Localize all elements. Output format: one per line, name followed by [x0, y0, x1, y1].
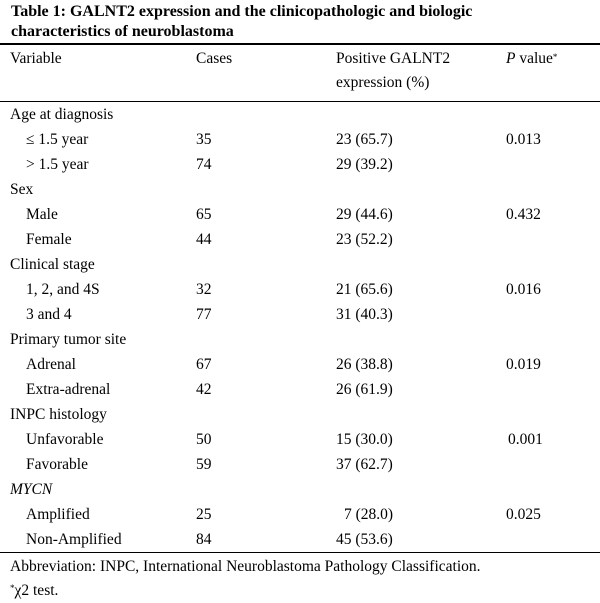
table-row — [0, 452, 600, 477]
table-row — [0, 302, 600, 327]
group-row — [0, 252, 600, 277]
row-label: Non-Amplified — [26, 531, 122, 548]
table-row — [0, 427, 600, 452]
row-p-value: 0.019 — [506, 356, 541, 373]
row-positive: 37 (62.7) — [336, 456, 393, 473]
caption-line-1: Table 1: GALNT2 expression and the clinicopathologic and biologic — [11, 3, 473, 20]
group-label: MYCN — [10, 481, 53, 498]
row-positive: 15 (30.0) — [336, 431, 393, 448]
row-positive: 26 (61.9) — [336, 381, 393, 398]
group-row — [0, 402, 600, 427]
row-cases: 84 — [196, 531, 212, 548]
row-cases: 74 — [196, 156, 212, 173]
group-row — [0, 177, 600, 202]
row-p-value: 0.025 — [506, 506, 541, 523]
group-label: Age at diagnosis — [10, 106, 114, 123]
header-p-rest: value — [515, 50, 553, 67]
row-p-value: 0.013 — [506, 131, 541, 148]
row-p-value: 0.001 — [508, 431, 543, 448]
row-cases: 65 — [196, 206, 212, 223]
table-row — [0, 127, 600, 152]
row-cases: 50 — [196, 431, 212, 448]
row-cases: 35 — [196, 131, 212, 148]
header-p-italic: P — [506, 50, 516, 67]
row-label: Adrenal — [26, 356, 76, 373]
row-label: Female — [26, 231, 72, 248]
row-label: Extra-adrenal — [26, 381, 111, 398]
row-positive: 23 (65.7) — [336, 131, 393, 148]
bottom-rule — [0, 552, 600, 553]
header-positive — [336, 45, 506, 101]
row-label: Unfavorable — [26, 431, 104, 448]
data-table — [0, 45, 600, 552]
table-row — [0, 202, 600, 227]
caption-line-2: characteristics of neuroblastoma — [11, 23, 234, 40]
row-label: Amplified — [26, 506, 90, 523]
group-row — [0, 102, 600, 127]
row-label: Favorable — [26, 456, 88, 473]
table-row — [0, 377, 600, 402]
row-positive: 29 (39.2) — [336, 156, 393, 173]
table-row — [0, 502, 600, 527]
table-row — [0, 527, 600, 552]
table-row — [0, 152, 600, 177]
header-positive-line-2: expression (%) — [336, 74, 430, 91]
row-cases: 44 — [196, 231, 212, 248]
group-row — [0, 327, 600, 352]
group-label: Sex — [10, 181, 34, 198]
row-label: 1, 2, and 4S — [26, 281, 100, 298]
table-row — [0, 352, 600, 377]
row-label: > 1.5 year — [26, 156, 89, 173]
row-positive: 29 (44.6) — [336, 206, 393, 223]
row-positive: 31 (40.3) — [336, 306, 393, 323]
row-cases: 67 — [196, 356, 212, 373]
group-label: Clinical stage — [10, 256, 95, 273]
row-p-value: 0.016 — [506, 281, 541, 298]
row-label: ≤ 1.5 year — [26, 131, 89, 148]
header-cases: Cases — [196, 50, 233, 67]
row-positive: 26 (38.8) — [336, 356, 393, 373]
row-p-value — [506, 302, 600, 327]
row-cases: 77 — [196, 306, 212, 323]
row-p-value — [506, 452, 600, 477]
table-footer — [0, 555, 600, 603]
row-p-value: 0.432 — [506, 206, 541, 223]
row-p-value — [506, 377, 600, 402]
header-variable: Variable — [10, 50, 62, 67]
table-caption — [0, 2, 600, 42]
row-p-value — [506, 227, 600, 252]
row-p-value — [506, 527, 600, 552]
footer-note-sup: * — [10, 583, 15, 593]
row-positive: 21 (65.6) — [336, 281, 393, 298]
table-row — [0, 227, 600, 252]
table-row — [0, 277, 600, 302]
group-row — [0, 477, 600, 502]
row-positive: 7 (28.0) — [344, 506, 394, 523]
footer-note-text: χ2 test. — [14, 582, 59, 599]
row-cases: 42 — [196, 381, 212, 398]
header-positive-line-1: Positive GALNT2 — [336, 50, 451, 67]
header-row — [0, 45, 600, 101]
footer-note — [0, 579, 600, 603]
header-p-value — [506, 45, 600, 101]
footer-abbreviation: Abbreviation: INPC, International Neuroblastoma Pathology Classification. — [10, 558, 481, 575]
row-cases: 25 — [196, 506, 212, 523]
row-label: 3 and 4 — [26, 306, 72, 323]
group-label: INPC histology — [10, 406, 107, 423]
row-cases: 59 — [196, 456, 212, 473]
row-cases: 32 — [196, 281, 212, 298]
group-label: Primary tumor site — [10, 331, 127, 348]
row-label: Male — [26, 206, 58, 223]
row-p-value — [506, 152, 600, 177]
header-p-sup: * — [552, 52, 558, 62]
row-positive: 23 (52.2) — [336, 231, 393, 248]
row-positive: 45 (53.6) — [336, 531, 393, 548]
